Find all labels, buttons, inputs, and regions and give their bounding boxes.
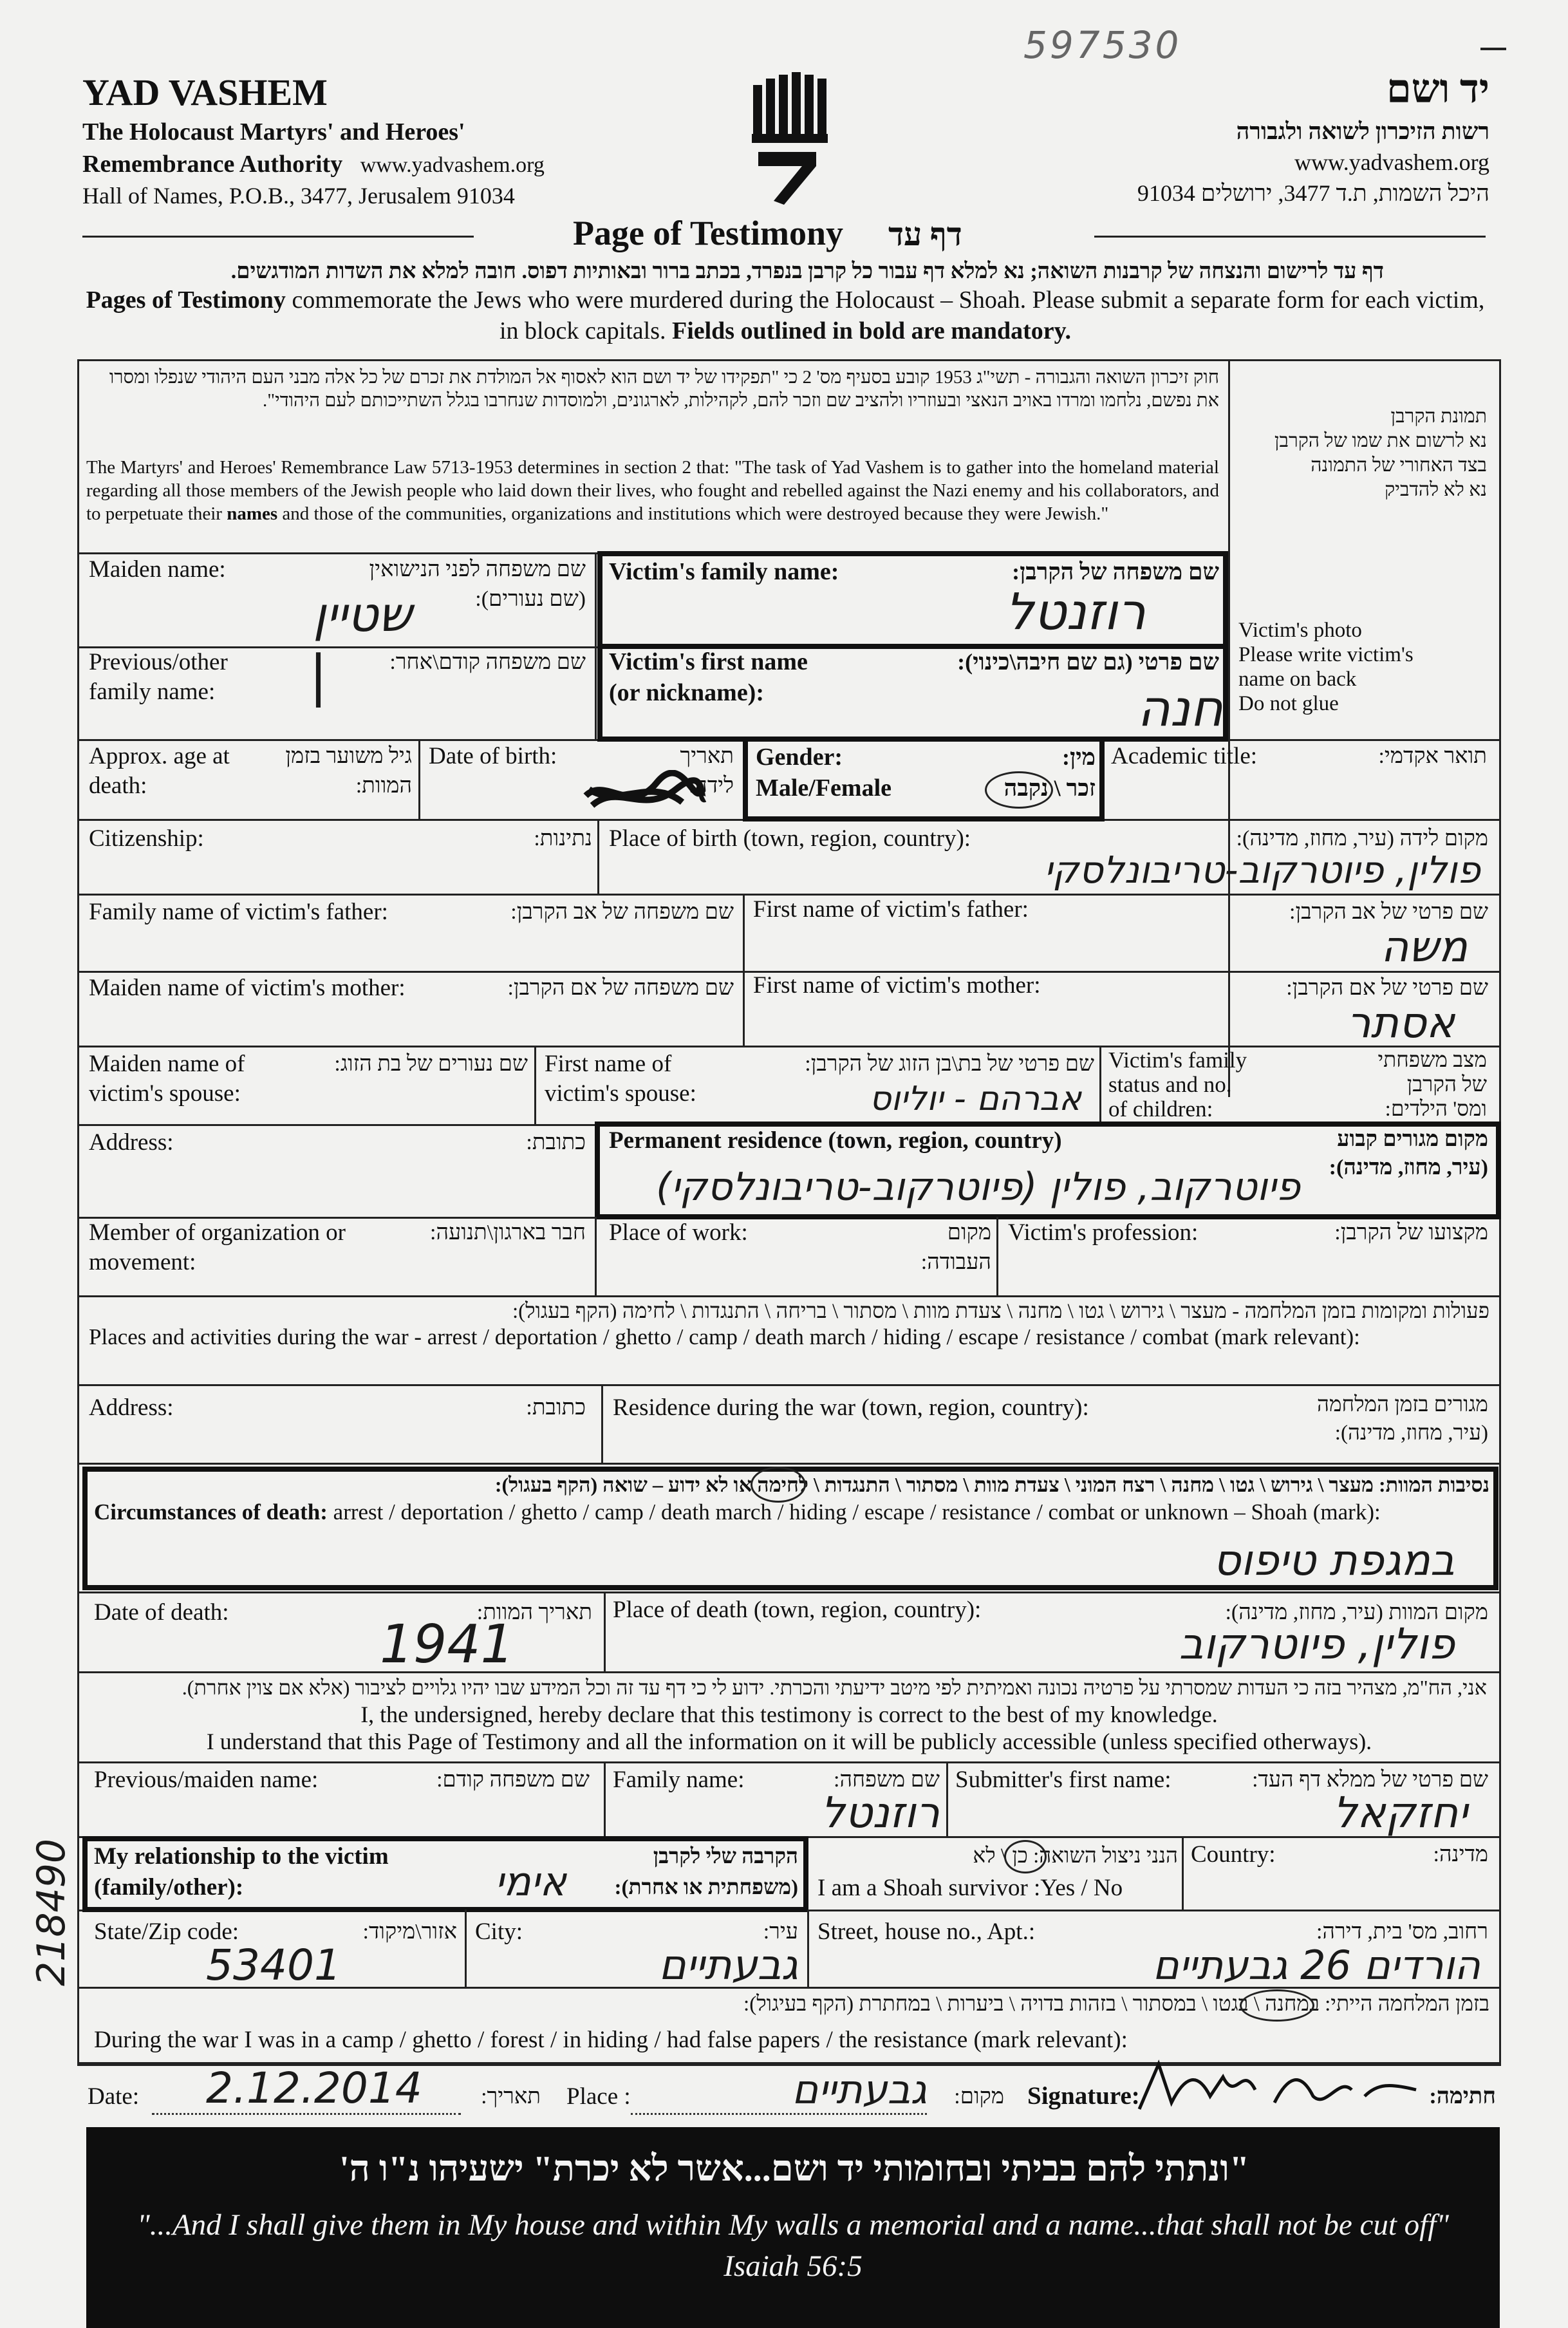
zip-field[interactable]: 53401 [206,1940,341,1990]
law-text-he: חוק זיכרון השואה והגבורה - תשי"ג 1953 קובע בסעיף מס' 2 כי "תפקידו של יד ושם הוא לאסוף אל המולדת את זכרם של כל אלה מבני העם היהודי שנפלו ומסרו את נפשם, נלחמו ומרדו באויב הנאצי ובעוזריו ולהציב שם וזכר להם, לקהילות, לארגונים, ולמוסדות שנחרבו בגלל השתייכותם לעם היהודי". [109,367,1219,411]
banner-quote-he: "ונתתי להם בביתי ובחומותי יד ושם...אשר לא יכרת" ישעיהו נ"ו ה' [339,2149,1249,2189]
member-label: Member of organization or movement: [89,1219,346,1275]
photo-instructions-he: תמונת הקרבן נא לרשום את שמו של הקרבן בצד האחורי של התמונה נא לא להדביק [1274,406,1487,500]
war-address-label-he: כתובת: [526,1396,586,1420]
war-residence-label: Residence during the war (town, region, country): [613,1394,1089,1421]
submitter-family-label-he: שם משפחה: [834,1768,940,1792]
father-family-label: Family name of victim's father: [89,899,388,925]
family-status-label-he: מצב משפחתי של הקרבן ומס' הילדים: [1377,1049,1487,1121]
signature-scribble-icon[interactable] [1133,2051,1429,2122]
date-label: Date: [88,2083,140,2110]
rule [465,1910,467,1987]
side-number: 218490 [29,1838,74,1986]
academic-title-label-he: תואר אקדמי: [1378,744,1487,768]
place-label: Place : [566,2083,631,2110]
authority-he: רשות הזיכרון לשואה ולגבורה [1236,118,1489,144]
address-en: Hall of Names, P.O.B., 3477, Jerusalem 91034 [82,183,515,209]
war-status-label: During the war I was in a camp / ghetto / forest / in hiding / had false papers / the resistance (mark relevant): [94,2027,1128,2053]
profession-label: Victim's profession: [1008,1219,1199,1246]
father-first-label-he: שם פרטי של אב הקרבן: [1289,900,1488,924]
authority-name: Remembrance Authority [82,151,343,178]
website-en: www.yadvashem.org [360,153,545,177]
first-name-label-he: שם פרטי (גם שם חיבה\כינוי): [957,649,1219,675]
gender-label-he: מין: זכר \ נקבה [953,742,1096,803]
submitter-family-label: Family name: [613,1767,745,1793]
death-place-field[interactable]: פולין, פיוטרקוב [1179,1619,1455,1669]
scribbled-out-dob-icon [579,770,708,821]
city-label-he: עיר: [763,1920,798,1944]
age-label-he: גיל משוער בזמן המוות: [285,744,412,798]
death-place-label: Place of death (town, region, country): [613,1597,982,1623]
survivor-label-he[interactable]: הנני ניצול השואה: כן \ לא [973,1845,1178,1868]
authority-line-2 [82,148,545,182]
survivor-yes-circle [1004,1840,1047,1873]
residence-field[interactable]: פיוטרקוב, פולין (פיוטרקוב-טריבונלסקי) [656,1165,1300,1210]
declaration-he: אני, הח"מ, מצהיר בזה כי העדות שמסרתי על פרטיה נכונה ואמיתית לפי מיטב ידיעתי והכרתי. ידוע לי כי דף עד זה וכל המידע שבו יהיו גלויים לציבור (אלא אם צוין אחרת). [182,1676,1487,1699]
mother-maiden-label: Maiden name of victim's mother: [89,975,406,1001]
rule [743,894,745,1046]
workplace-label-he: מקום העבודה: [920,1221,991,1274]
war-residence-label-he: מגורים בזמן המלחמה (עיר, מחוז, מדינה): [1317,1393,1488,1445]
submitter-prev-name-label-he: שם משפחה קודם: [436,1768,590,1792]
country-label-he: מדינה: [1433,1843,1488,1866]
form-title-he: דף עד [888,216,962,252]
rule [534,1046,536,1124]
previous-name-field[interactable]: | [309,644,328,708]
submitter-family-field[interactable]: רוזנטל [821,1788,940,1837]
form-title-en: Page of Testimony [573,214,844,252]
country-label: Country: [1191,1841,1276,1868]
family-status-label: Victim's family status and no. of children: [1108,1047,1247,1122]
previous-name-label: Previous/other family name: [89,649,228,705]
maiden-name-field[interactable]: שטיין [313,587,412,643]
reference-number: 597530 [1023,23,1182,67]
rule [77,1591,1501,1593]
birthplace-label: Place of birth (town, region, country): [609,825,971,852]
photo-instructions-en: Victim's photo Please write victim's name on back Do not glue [1238,619,1414,715]
spouse-first-label: First name of victim's spouse: [545,1051,696,1107]
war-address-label: Address: [89,1394,174,1421]
address-he: היכל השמות, ת.ד 3477, ירושלים 91034 [1137,180,1489,206]
rule [77,1761,1501,1763]
signature-label-he: חתימה: [1429,2083,1496,2108]
mother-maiden-label-he: שם משפחה של אם הקרבן: [507,976,734,1000]
academic-title-label: Academic title: [1111,743,1258,769]
rule [418,739,420,819]
dob-label-he: תאריך לידה: [680,744,734,798]
submitter-first-field[interactable]: יחזקאל [1332,1788,1468,1837]
rule [601,1384,603,1463]
citizenship-label-he: נתינות: [534,827,592,850]
activities-label-he: פעולות ומקומות בזמן המלחמה - מעצר \ גירוש \ גטו \ מחנה \ צעדת מוות \ מסתור \ בריחה \ התנגדות \ לחימה (הקף בעגול): [512,1300,1489,1323]
street-label: Street, house no., Apt.: [817,1919,1036,1945]
place-field[interactable]: גבעתיים [792,2066,927,2113]
authority-line-1: The Holocaust Martyrs' and Heroes' [82,118,465,146]
ghetto-circle [751,1467,806,1503]
rule [597,819,599,894]
mother-first-label-he: שם פרטי של אם הקרבן: [1286,976,1488,1000]
workplace-label: Place of work: [609,1219,748,1246]
yad-vashem-logo-icon [745,70,842,211]
age-label: Approx. age at death: [89,743,230,799]
date-label-he: תאריך: [481,2085,541,2108]
circumstances-label: Circumstances of death: arrest / deportation / ghetto / camp / death march / hiding / escape / resistance / combat or unknown – Shoah (mark): [94,1499,1381,1525]
place-label-he: מקום: [954,2085,1004,2108]
dob-label: Date of birth: [429,743,557,769]
spouse-maiden-label-he: שם נעורים של בת הזוג: [334,1052,528,1076]
declaration-en-2: I understand that this Page of Testimony and all the information on it will be publicly accessible (unless specified otherways). [206,1729,1372,1754]
instructions-he: דף עד לרישום והנצחה של קרבנות השואה; נא למלא דף עבור כל קרבן בנפרד, בכתב ברור ובאותיות דפוס. חובה למלא את השדות המודגשים. [230,259,1384,283]
org-name-he: יד ושם [1386,68,1489,111]
rule [595,552,597,739]
birthplace-field[interactable]: פולין, פיוטרקוב-טריבונלסקי [1044,848,1480,892]
camp-circle [1240,1989,1314,2022]
banner-quote-en: "...And I shall give them in My house and within My walls a memorial and a name...that shall not be cut off" Isaiah 56:5 [136,2208,1450,2283]
zip-label: State/Zip code: [94,1919,239,1945]
profession-label-he: מקצועו של הקרבן: [1334,1221,1488,1244]
instructions-en: Pages of Testimony commemorate the Jews who were murdered during the Holocaust – Shoah. Please submit a separate form for each victim, in block capitals. Fields outlined in bold are mandatory. [86,286,1485,344]
gender-female-circle [985,771,1053,809]
spouse-maiden-label: Maiden name of victim's spouse: [89,1051,245,1107]
mother-first-field[interactable]: אסתר [1347,998,1455,1047]
relationship-label-he: הקרבה שלי לקרבן (משפחתית או אחרת): [614,1845,798,1899]
corner-mark [1480,48,1506,50]
member-label-he: חבר בארגון\תנועה: [430,1221,586,1244]
rule [77,1671,1501,1673]
residence-label: Permanent residence (town, region, country) [609,1127,1062,1154]
family-name-label-he: שם משפחה של הקרבן: [1012,559,1219,585]
street-label-he: רחוב, מס' בית, דירה: [1316,1920,1488,1944]
mother-first-label: First name of victim's mother: [753,972,1041,999]
declaration-en-1: I, the undersigned, hereby declare that this testimony is correct to the best of my knowledge. [360,1702,1218,1727]
header-rule-left [82,236,474,238]
activities-label: Places and activities during the war - arrest / deportation / ghetto / camp / death march / hiding / escape / resistance / combat (mark relevant): [89,1324,1360,1349]
previous-name-label-he: שם משפחה קודם\אחר: [389,650,586,674]
city-field[interactable]: גבעתיים [658,1942,798,1989]
rule [77,1463,1501,1465]
rule [77,1384,1501,1386]
residence-label-he: מקום מגורים קבוע (עיר, מחוז, מדינה): [1329,1127,1488,1179]
rule [807,1910,809,1987]
rule [595,1217,597,1295]
citizenship-label: Citizenship: [89,825,204,852]
survivor-label: I am a Shoah survivor :Yes / No [817,1875,1123,1901]
date-field[interactable]: 2.12.2014 [206,2063,422,2113]
first-name-field[interactable]: חנה [1137,680,1223,738]
signature-label: Signature: [1027,2082,1140,2110]
death-date-label-he: תאריך המוות: [476,1600,592,1624]
maiden-name-label: Maiden name: [89,556,226,583]
birthplace-label-he: מקום לידה (עיר, מחוז, מדינה): [1236,827,1488,850]
death-place-label-he: מקום המוות (עיר, מחוז, מדינה): [1225,1600,1488,1624]
footer-banner [86,2127,1500,2328]
address-label: Address: [89,1129,174,1156]
rule [1182,1836,1184,1910]
death-date-label: Date of death: [94,1599,229,1626]
zip-label-he: אזור\מיקוד: [362,1920,457,1944]
website-he: www.yadvashem.org [1294,149,1489,175]
rule [1099,1046,1101,1124]
rule [946,1761,948,1836]
city-label: City: [475,1919,523,1945]
circumstances-field[interactable]: במגפת טיפוס [1213,1535,1455,1585]
rule [604,1591,606,1671]
header-rule-right [1094,236,1486,238]
father-first-field[interactable]: משה [1381,922,1468,972]
photo-divider [1228,359,1230,1097]
father-first-label: First name of victim's father: [753,896,1029,923]
rule [631,2113,927,2115]
circumstances-label-he: נסיבות המוות: מעצר \ גירוש \ גטו \ מחנה \ רצח המוני \ צעדת מוות \ מסתור \ התנגדות \ לחימה או לא ידוע – שואה (הקף בעגול): [494,1473,1489,1496]
relationship-label: My relationship to the victim (family/other): [94,1843,389,1901]
submitter-first-label: Submitter's first name: [955,1767,1171,1793]
family-name-field[interactable]: רוזנטל [1005,583,1146,641]
relationship-field[interactable]: אימי [494,1858,566,1905]
law-text-en: The Martyrs' and Heroes' Remembrance Law 5713-1953 determines in section 2 that: "The task of Yad Vashem is to gather into the homeland material regarding all those members of the Jewish people who laid down their lives, who fought and rebelled against the Nazi enemy and his collaborators, and to perpetuate their names and those of the communities, organizations and institutions which were destroyed because they were Jewish." [86,457,1219,524]
maiden-name-label-he: שם משפחה לפני הנישואין (שם נעורים): [369,558,586,611]
address-label-he: כתובת: [526,1131,586,1154]
family-name-label: Victim's family name: [609,558,839,585]
org-name-en: YAD VASHEM [82,71,328,113]
rule [604,1761,606,1836]
spouse-first-field[interactable]: אברהם - יוליוס [869,1080,1081,1118]
father-family-label-he: שם משפחה של אב הקרבן: [510,900,734,924]
rule [996,1217,998,1295]
first-name-label: Victim's first name (or nickname): [609,648,808,706]
submitter-first-label-he: שם פרטי של ממלא דף העד: [1252,1768,1488,1792]
rule [152,2113,461,2115]
spouse-first-label-he: שם פרטי של בת\בן הזוג של הקרבן: [805,1052,1094,1076]
war-status-label-he: בזמן המלחמה הייתי: במחנה \ בגטו \ במסתור \ בזהות בדויה \ ביערות \ במחתרת (הקף בעיגול): [743,1993,1489,2016]
death-date-field[interactable]: 1941 [380,1614,514,1675]
submitter-prev-name-label: Previous/maiden name: [94,1767,319,1793]
gender-label: Gender: Male/Female [756,744,892,802]
street-field[interactable]: הורדים 26 גבעתיים [1152,1942,1480,1989]
gender-options[interactable]: זכר \ נקבה [1003,775,1096,801]
